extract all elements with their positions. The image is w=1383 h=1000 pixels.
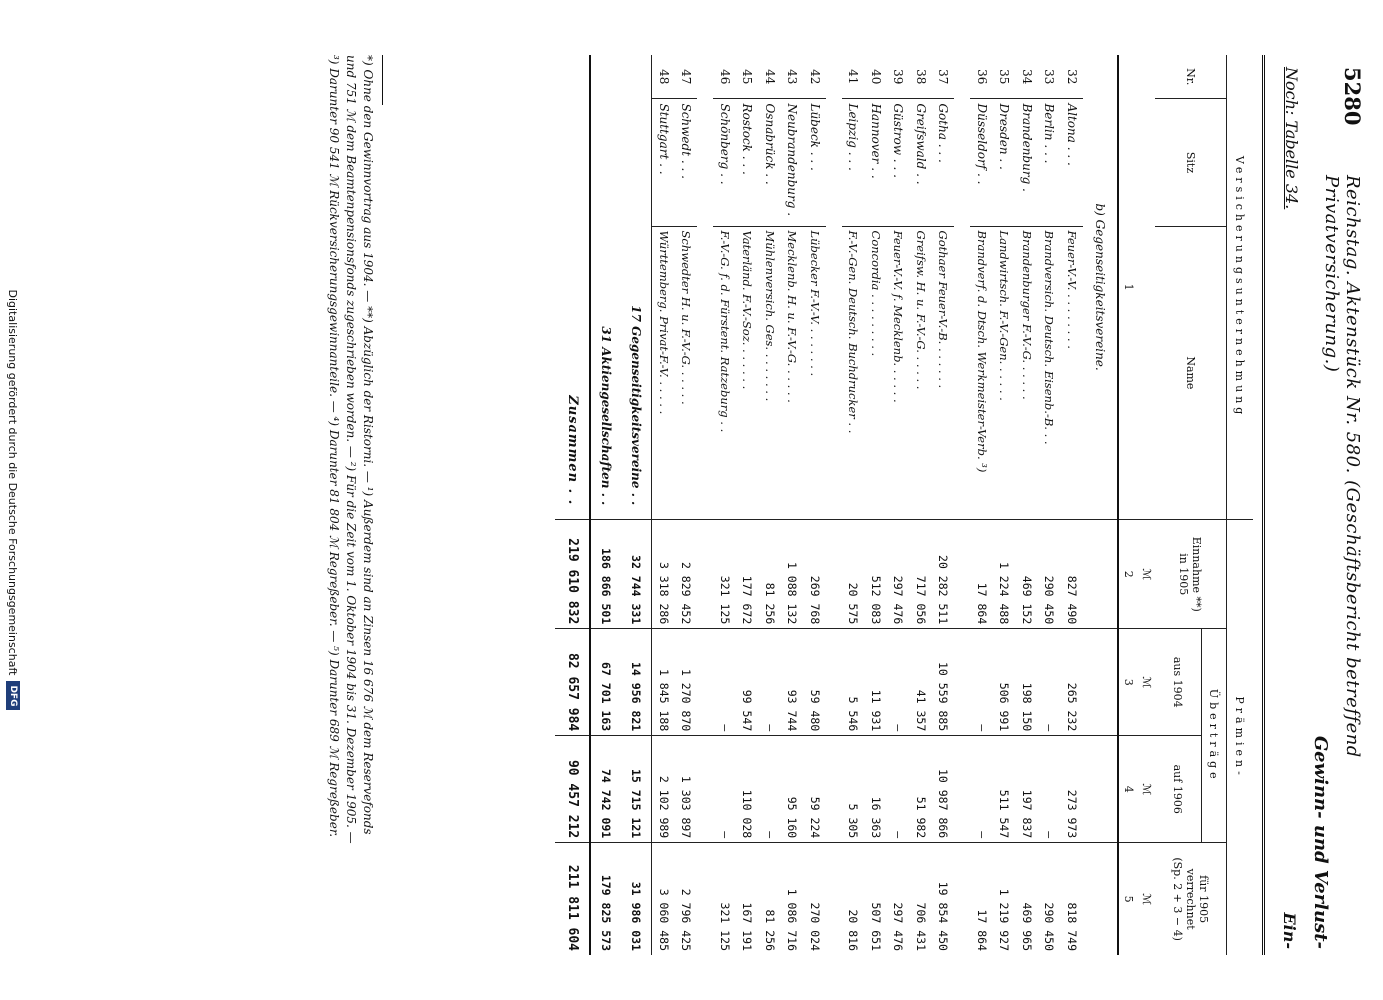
table-row: [781, 55, 804, 955]
footnote-line-3: ³) Darunter 90 541 ℳ Rückversicherungsgewinnanteile. — ⁴) Darunter 81 804 ℳ Regreßeber. — ⁵) Darunter 689 ℳ Regreßeber.: [327, 55, 341, 838]
row-name: Mühlenversich. Ges. . . . . . . .: [759, 226, 782, 520]
row-uebertrag-auf-1906: 511 547: [993, 736, 1016, 843]
column-aus-1904-header: aus 1904: [1155, 629, 1202, 736]
row-number: 35: [997, 69, 1012, 85]
einnahme-label: Einnahme **): [1190, 536, 1204, 612]
row-verrechnet-1905: 818 749: [1061, 843, 1084, 955]
total-c4: 90 457 212: [556, 736, 591, 843]
row-number: 48: [656, 69, 671, 85]
table-row: [652, 55, 675, 955]
row-name: Greifsw. H. u. F.-V.-G. . . . . .: [910, 226, 933, 520]
column-number-1: 1: [1118, 55, 1139, 520]
row-uebertrag-aus-1904: —: [1038, 629, 1061, 736]
row-uebertrag-aus-1904: 10 559 885: [932, 629, 955, 736]
row-gap: [698, 55, 714, 955]
column-name-header: Name: [1155, 226, 1227, 520]
table-row: [971, 55, 994, 955]
row-uebertrag-aus-1904: 59 480: [804, 629, 827, 736]
subtotal-c3: 67 701 163: [591, 629, 622, 736]
row-name: Mecklenb. H. u. F.-V.-G. . . . . .: [781, 226, 804, 520]
row-uebertrag-aus-1904: 265 232: [1061, 629, 1084, 736]
row-name: Brandenburger F.-V.-G. . . . . .: [1016, 226, 1039, 520]
row-verrechnet-1905: 469 965: [1016, 843, 1039, 955]
einnahme-year: in 1905: [1177, 553, 1191, 596]
row-einnahme-1905: 177 672: [736, 520, 759, 629]
column-number-5: 5: [1118, 843, 1139, 955]
uebertraege-heading: Überträge: [1202, 629, 1227, 843]
row-name: Lübecker F.-V.-V. . . . . . . .: [804, 226, 827, 520]
row-einnahme-1905: 1 088 132: [781, 520, 804, 629]
row-uebertrag-aus-1904: —: [714, 629, 737, 736]
gap-cell: [955, 629, 971, 736]
table-row: [736, 55, 759, 955]
gap-cell: [826, 55, 842, 520]
section-heading: b) Gegenseitigkeitsvereine.: [1093, 203, 1107, 371]
column-fuer-1905-header: [1155, 843, 1227, 955]
row-name: Württemberg. Privat-F.-V. . . . . .: [652, 226, 675, 520]
row-verrechnet-1905: 19 854 450: [932, 843, 955, 955]
column-number-4: 4: [1118, 736, 1139, 843]
row-sitz: Güstrow . . .: [887, 99, 910, 226]
row-number: 47: [679, 69, 694, 85]
subtotal-label: 31 Aktiengesellschaften . .: [599, 326, 614, 506]
row-verrechnet-1905: 270 024: [804, 843, 827, 955]
row-uebertrag-aus-1904: 1 270 870: [675, 629, 698, 736]
row-number: 46: [717, 69, 732, 85]
total-label: Zusammen . .: [556, 55, 591, 520]
row-uebertrag-auf-1906: 5 305: [842, 736, 865, 843]
row-uebertrag-aus-1904: —: [887, 629, 910, 736]
row-sitz: Lübeck . . .: [804, 99, 827, 226]
row-uebertrag-auf-1906: 110 028: [736, 736, 759, 843]
table-row: [714, 55, 737, 955]
gap-cell: [826, 629, 842, 736]
row-number: 34: [1019, 69, 1034, 85]
gap-cell: [826, 843, 842, 955]
row-name: Concordia . . . . . . . . .: [865, 226, 888, 520]
row-verrechnet-1905: 290 450: [1038, 843, 1061, 955]
column-number-3: 3: [1118, 629, 1139, 736]
gap-cell: [698, 55, 714, 520]
row-uebertrag-aus-1904: 1 845 188: [652, 629, 675, 736]
row-number: 39: [891, 69, 906, 85]
row-name: Brandverf. d. Dtsch. Werkmeister-Verb. ³): [971, 226, 994, 520]
row-number: 40: [868, 69, 883, 85]
total-c3: 82 657 984: [556, 629, 591, 736]
group-heading: Versicherungsunternehmung: [1227, 55, 1254, 520]
row-einnahme-1905: 269 768: [804, 520, 827, 629]
row-verrechnet-1905: 3 060 485: [652, 843, 675, 955]
row-verrechnet-1905: 167 191: [736, 843, 759, 955]
row-verrechnet-1905: 20 816: [842, 843, 865, 955]
row-uebertrag-auf-1906: —: [971, 736, 994, 843]
row-name: Vaterländ. F.-V.-Soz. . . . . . .: [736, 226, 759, 520]
unit-col5: ℳ: [1139, 843, 1155, 955]
row-verrechnet-1905: 1 086 716: [781, 843, 804, 955]
row-verrechnet-1905: 2 796 425: [675, 843, 698, 955]
gap-cell: [698, 520, 714, 629]
row-name: Landwirtsch. F.-V.-Gen. . . . . .: [993, 226, 1016, 520]
gap-cell: [955, 843, 971, 955]
row-verrechnet-1905: 321 125: [714, 843, 737, 955]
row-name: F.-V.-Gen. Deutsch. Buchdrucker . .: [842, 226, 865, 520]
total-row: [556, 55, 591, 955]
row-sitz: Leipzig . . .: [842, 99, 865, 226]
running-title: Reichstag. Aktenstück Nr. 580. (Geschäftsbericht betreffend Privatversicherung.): [1321, 175, 1363, 758]
footnotes: [325, 55, 383, 955]
row-uebertrag-auf-1906: 95 160: [781, 736, 804, 843]
table-row: [842, 55, 865, 955]
table-row: [910, 55, 933, 955]
subtotal-c5: 179 825 573: [591, 843, 622, 955]
subtotal-c2: 186 866 501: [591, 520, 622, 629]
row-gap: [955, 55, 971, 955]
row-sitz: Düsseldorf . .: [971, 99, 994, 226]
row-uebertrag-auf-1906: —: [714, 736, 737, 843]
row-uebertrag-aus-1904: 198 150: [1016, 629, 1039, 736]
row-uebertrag-auf-1906: 2 102 989: [652, 736, 675, 843]
subtotal-c5: 31 986 031: [622, 843, 653, 955]
column-einnahme-header: [1155, 520, 1227, 629]
gap-cell: [955, 55, 971, 520]
row-uebertrag-aus-1904: 11 931: [865, 629, 888, 736]
table-row: [759, 55, 782, 955]
table-row: [675, 55, 698, 955]
table-row: [993, 55, 1016, 955]
row-name: Schwedter H. u. F.-V.-G. . . . . .: [675, 226, 698, 520]
document-page: [0, 55, 1383, 955]
row-name: Feuer-V.-V. . . . . . . . .: [1061, 226, 1084, 520]
row-einnahme-1905: 469 152: [1016, 520, 1039, 629]
fuer-1905-line2: verrechnet: [1184, 868, 1197, 930]
header-rule: [1262, 55, 1265, 955]
row-einnahme-1905: 17 864: [971, 520, 994, 629]
table-reference: Noch: Tabelle 34.: [1282, 67, 1301, 210]
row-uebertrag-auf-1906: 16 363: [865, 736, 888, 843]
row-verrechnet-1905: 1 219 927: [993, 843, 1016, 955]
row-sitz: Osnabrück . .: [759, 99, 782, 226]
subtotal-c4: 74 742 091: [591, 736, 622, 843]
subtotal-c4: 15 715 121: [622, 736, 653, 843]
gap-cell: [698, 736, 714, 843]
footnote-line-1: *) Ohne den Gewinnvortrag aus 1904. — **) Abzüglich der Ristorni. — ¹) Außerdem sind an Zinsen 16 676 ℳ dem Reservefonds: [361, 55, 375, 835]
table-row: [1016, 55, 1039, 955]
dfg-credit-line: [0, 0, 26, 1000]
row-name: Brandversich. Deutsch. Eisenb.-B. . .: [1038, 226, 1061, 520]
total-c5: 211 811 604: [556, 843, 591, 955]
fuer-1905-line3: (Sp. 2 + 3 − 4): [1171, 857, 1184, 941]
fuer-1905-line1: für 1905: [1197, 875, 1210, 924]
row-einnahme-1905: 3 318 286: [652, 520, 675, 629]
row-number: 38: [913, 69, 928, 85]
row-verrechnet-1905: 81 256: [759, 843, 782, 955]
column-nr-header: Nr.: [1184, 68, 1197, 86]
table-row: [804, 55, 827, 955]
row-number: 44: [762, 69, 777, 85]
row-einnahme-1905: 717 056: [910, 520, 933, 629]
column-number-row: [1118, 55, 1139, 955]
row-number: 41: [846, 69, 861, 85]
praemien-heading: Prämien-: [1227, 520, 1254, 955]
row-gap: [826, 55, 842, 955]
subtotal-c2: 32 744 331: [622, 520, 653, 629]
row-uebertrag-aus-1904: 93 744: [781, 629, 804, 736]
gap-cell: [955, 520, 971, 629]
row-uebertrag-auf-1906: —: [759, 736, 782, 843]
row-sitz: Schwedt . . .: [675, 99, 698, 226]
row-number: 33: [1042, 69, 1057, 85]
row-uebertrag-aus-1904: —: [971, 629, 994, 736]
unit-spacer: [1139, 55, 1155, 520]
row-verrechnet-1905: 297 476: [887, 843, 910, 955]
unit-col4: ℳ: [1139, 736, 1155, 843]
row-einnahme-1905: 2 829 452: [675, 520, 698, 629]
row-uebertrag-auf-1906: 273 973: [1061, 736, 1084, 843]
subtotal-row: [622, 55, 653, 955]
row-sitz: Berlin . . .: [1038, 99, 1061, 226]
row-sitz: Altona . . .: [1061, 99, 1084, 226]
total-c2: 219 610 832: [556, 520, 591, 629]
unit-col2: ℳ: [1139, 520, 1155, 629]
dfg-logo: DFG: [6, 681, 20, 710]
row-uebertrag-auf-1906: 59 224: [804, 736, 827, 843]
row-sitz: Neubrandenburg .: [781, 99, 804, 226]
row-verrechnet-1905: 507 651: [865, 843, 888, 955]
row-uebertrag-auf-1906: 51 982: [910, 736, 933, 843]
table-row: [1038, 55, 1061, 955]
subtotal-c3: 14 956 821: [622, 629, 653, 736]
row-sitz: Stuttgart . .: [652, 99, 675, 226]
data-table: [556, 55, 1254, 955]
column-number-2: 2: [1118, 520, 1139, 629]
row-uebertrag-aus-1904: 41 357: [910, 629, 933, 736]
row-einnahme-1905: 827 490: [1061, 520, 1084, 629]
row-einnahme-1905: 20 282 511: [932, 520, 955, 629]
row-name: F.-V.-G. f. d. Fürstent. Ratzeburg . .: [714, 226, 737, 520]
gap-cell: [826, 736, 842, 843]
unit-col3: ℳ: [1139, 629, 1155, 736]
row-number: 32: [1064, 69, 1079, 85]
table-row: [1061, 55, 1084, 955]
row-einnahme-1905: 321 125: [714, 520, 737, 629]
row-name: Feuer-V.-V. f. Mecklenb. . . . . .: [887, 226, 910, 520]
column-auf-1906-header: auf 1906: [1155, 736, 1202, 843]
footnote-line-2: und 751 ℳ dem Beamtenpensionsfonds zugeschrieben worden. — ²) Für die Zeit vom 1. Oktober 1904 bis 31. Dezember 1905. —: [344, 55, 358, 844]
column-sitz-header: Sitz: [1155, 99, 1227, 226]
row-einnahme-1905: 1 224 488: [993, 520, 1016, 629]
row-uebertrag-auf-1906: 1 303 897: [675, 736, 698, 843]
row-verrechnet-1905: 706 431: [910, 843, 933, 955]
row-number: 45: [740, 69, 755, 85]
row-einnahme-1905: 20 575: [842, 520, 865, 629]
gap-cell: [955, 736, 971, 843]
row-sitz: Hannover . .: [865, 99, 888, 226]
row-number: 36: [974, 69, 989, 85]
table-row: [865, 55, 888, 955]
row-einnahme-1905: 81 256: [759, 520, 782, 629]
running-title-right: Gewinn- und Verlust-: [1310, 735, 1331, 949]
running-title-right-continued: Ein-: [1280, 912, 1299, 949]
gap-cell: [826, 520, 842, 629]
row-uebertrag-auf-1906: —: [887, 736, 910, 843]
subtotal-row: [591, 55, 622, 955]
footnote-rule: [382, 55, 383, 105]
row-sitz: Greifswald . .: [910, 99, 933, 226]
row-number: 37: [936, 69, 951, 85]
row-sitz: Dresden . .: [993, 99, 1016, 226]
row-number: 43: [785, 69, 800, 85]
row-uebertrag-aus-1904: 506 991: [993, 629, 1016, 736]
row-number: 42: [807, 69, 822, 85]
row-sitz: Gotha . . .: [932, 99, 955, 226]
row-uebertrag-auf-1906: 10 987 866: [932, 736, 955, 843]
row-sitz: Schönberg . .: [714, 99, 737, 226]
row-einnahme-1905: 512 083: [865, 520, 888, 629]
row-verrechnet-1905: 17 864: [971, 843, 994, 955]
row-name: Gothaer Feuer-V.-B. . . . . . .: [932, 226, 955, 520]
table-row: [932, 55, 955, 955]
row-einnahme-1905: 290 450: [1038, 520, 1061, 629]
row-uebertrag-aus-1904: 5 546: [842, 629, 865, 736]
gap-cell: [698, 843, 714, 955]
table-row: [887, 55, 910, 955]
row-uebertrag-auf-1906: 197 837: [1016, 736, 1039, 843]
row-einnahme-1905: 297 476: [887, 520, 910, 629]
section-heading-row: [1083, 55, 1118, 955]
gap-cell: [698, 629, 714, 736]
row-sitz: Brandenburg .: [1016, 99, 1039, 226]
subtotal-label: 17 Gegenseitigkeitsvereine . .: [622, 55, 653, 520]
row-uebertrag-aus-1904: —: [759, 629, 782, 736]
row-uebertrag-aus-1904: 99 547: [736, 629, 759, 736]
dfg-credit-text: Digitalisierung gefördert durch die Deutsche Forschungsgemeinschaft: [6, 289, 20, 676]
page-number: 5280: [1340, 67, 1365, 126]
row-sitz: Rostock . . .: [736, 99, 759, 226]
row-uebertrag-auf-1906: —: [1038, 736, 1061, 843]
